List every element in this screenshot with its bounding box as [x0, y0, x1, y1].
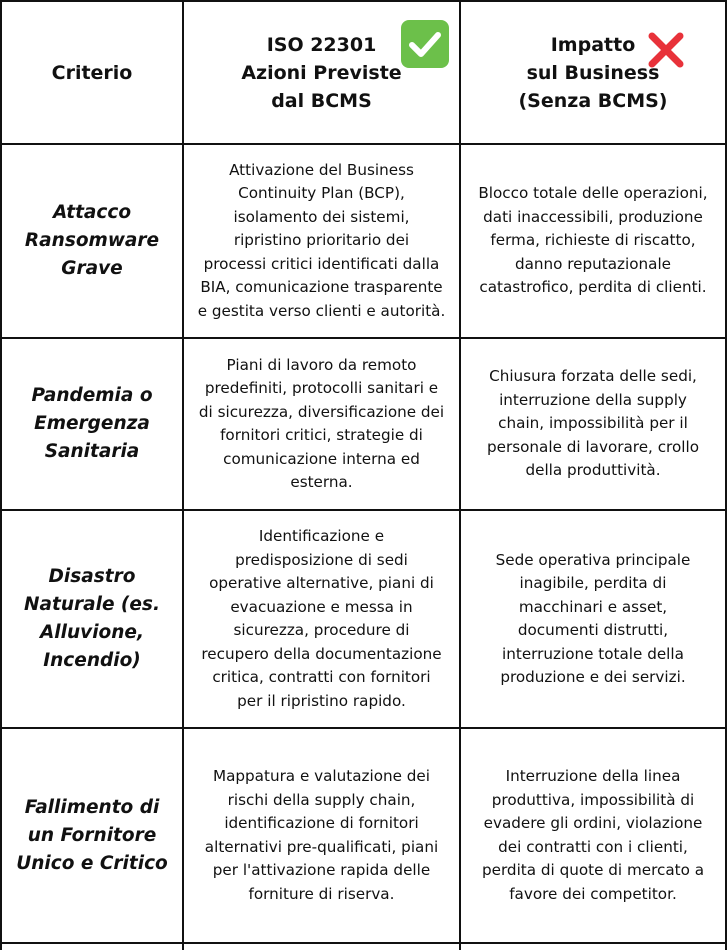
criterion-label: Pandemia o Emergenza Sanitaria	[31, 385, 153, 462]
table-row-1-business-impact	[461, 145, 725, 337]
check-icon	[401, 20, 449, 68]
table-row-1-criterion	[2, 145, 182, 337]
iso-actions-text: Piani di lavoro da remoto predefiniti, protocolli sanitari e di sicurezza, diversificazione dei fornitori critici, strategie di comunicazione interna ed esterna.	[198, 355, 445, 491]
header-iso-actions-label: ISO 22301 Azioni Previste dal BCMS	[241, 33, 402, 112]
table-row-3-business-impact	[461, 511, 725, 727]
header-criterion-label: Criterio	[51, 61, 133, 84]
iso-actions-text: Identificazione e predisposizione di sedi operative alternative, piani di evacuazione e messa in sicurezza, procedure di recupero della documentazione critica, contratti con fornitori per il ripristino rapido.	[201, 527, 442, 710]
business-impact-text: Chiusura forzata delle sedi, interruzione della supply chain, impossibilità per il personale di lavorare, crollo della produttività.	[487, 367, 699, 480]
table-row-2-iso-actions	[184, 339, 459, 509]
iso-actions-text: Mappatura e valutazione dei rischi della supply chain, identificazione di fornitori alternativi pre-qualificati, piani per l'attivazione rapida delle forniture di riserva.	[204, 767, 439, 903]
table-row-4-iso-actions	[184, 729, 459, 942]
table-row-3-iso-actions	[184, 511, 459, 727]
table-row-3-criterion	[2, 511, 182, 727]
criterion-label: Disastro Naturale (es. Alluvione, Incendio)	[24, 566, 160, 671]
table-row-1-iso-actions	[184, 145, 459, 337]
header-business-impact-label: Impatto sul Business (Senza BCMS)	[518, 33, 668, 112]
table-row-4-business-impact	[461, 729, 725, 942]
header-criterion	[2, 2, 182, 143]
business-impact-text: Interruzione della linea produttiva, impossibilità di evadere gli ordini, violazione dei contratti con i clienti, perdita di quote di mercato a favore dei competitor.	[481, 767, 705, 903]
cross-icon	[645, 29, 687, 71]
table-row-2-criterion	[2, 339, 182, 509]
table-row-2-business-impact	[461, 339, 725, 509]
header-business-impact	[461, 2, 725, 143]
criterion-label: Fallimento di un Fornitore Unico e Critico	[16, 796, 168, 874]
business-impact-text: Blocco totale delle operazioni, dati inaccessibili, produzione ferma, richieste di riscatto, danno reputazionale catastrofico, perdita di clienti.	[478, 184, 708, 297]
table-row-4-criterion	[2, 729, 182, 942]
business-impact-text: Sede operativa principale inagibile, perdita di macchinari e asset, documenti distrutti, interruzione totale della produzione e dei servizi.	[495, 550, 691, 686]
iso-actions-text: Attivazione del Business Continuity Plan (BCP), isolamento dei sistemi, ripristino prioritario dei processi critici identificati dalla BIA, comunicazione trasparente e gestita verso clienti e autorità.	[197, 160, 446, 320]
criterion-label: Attacco Ransomware Grave	[24, 202, 160, 279]
row-divider-4	[0, 942, 727, 944]
